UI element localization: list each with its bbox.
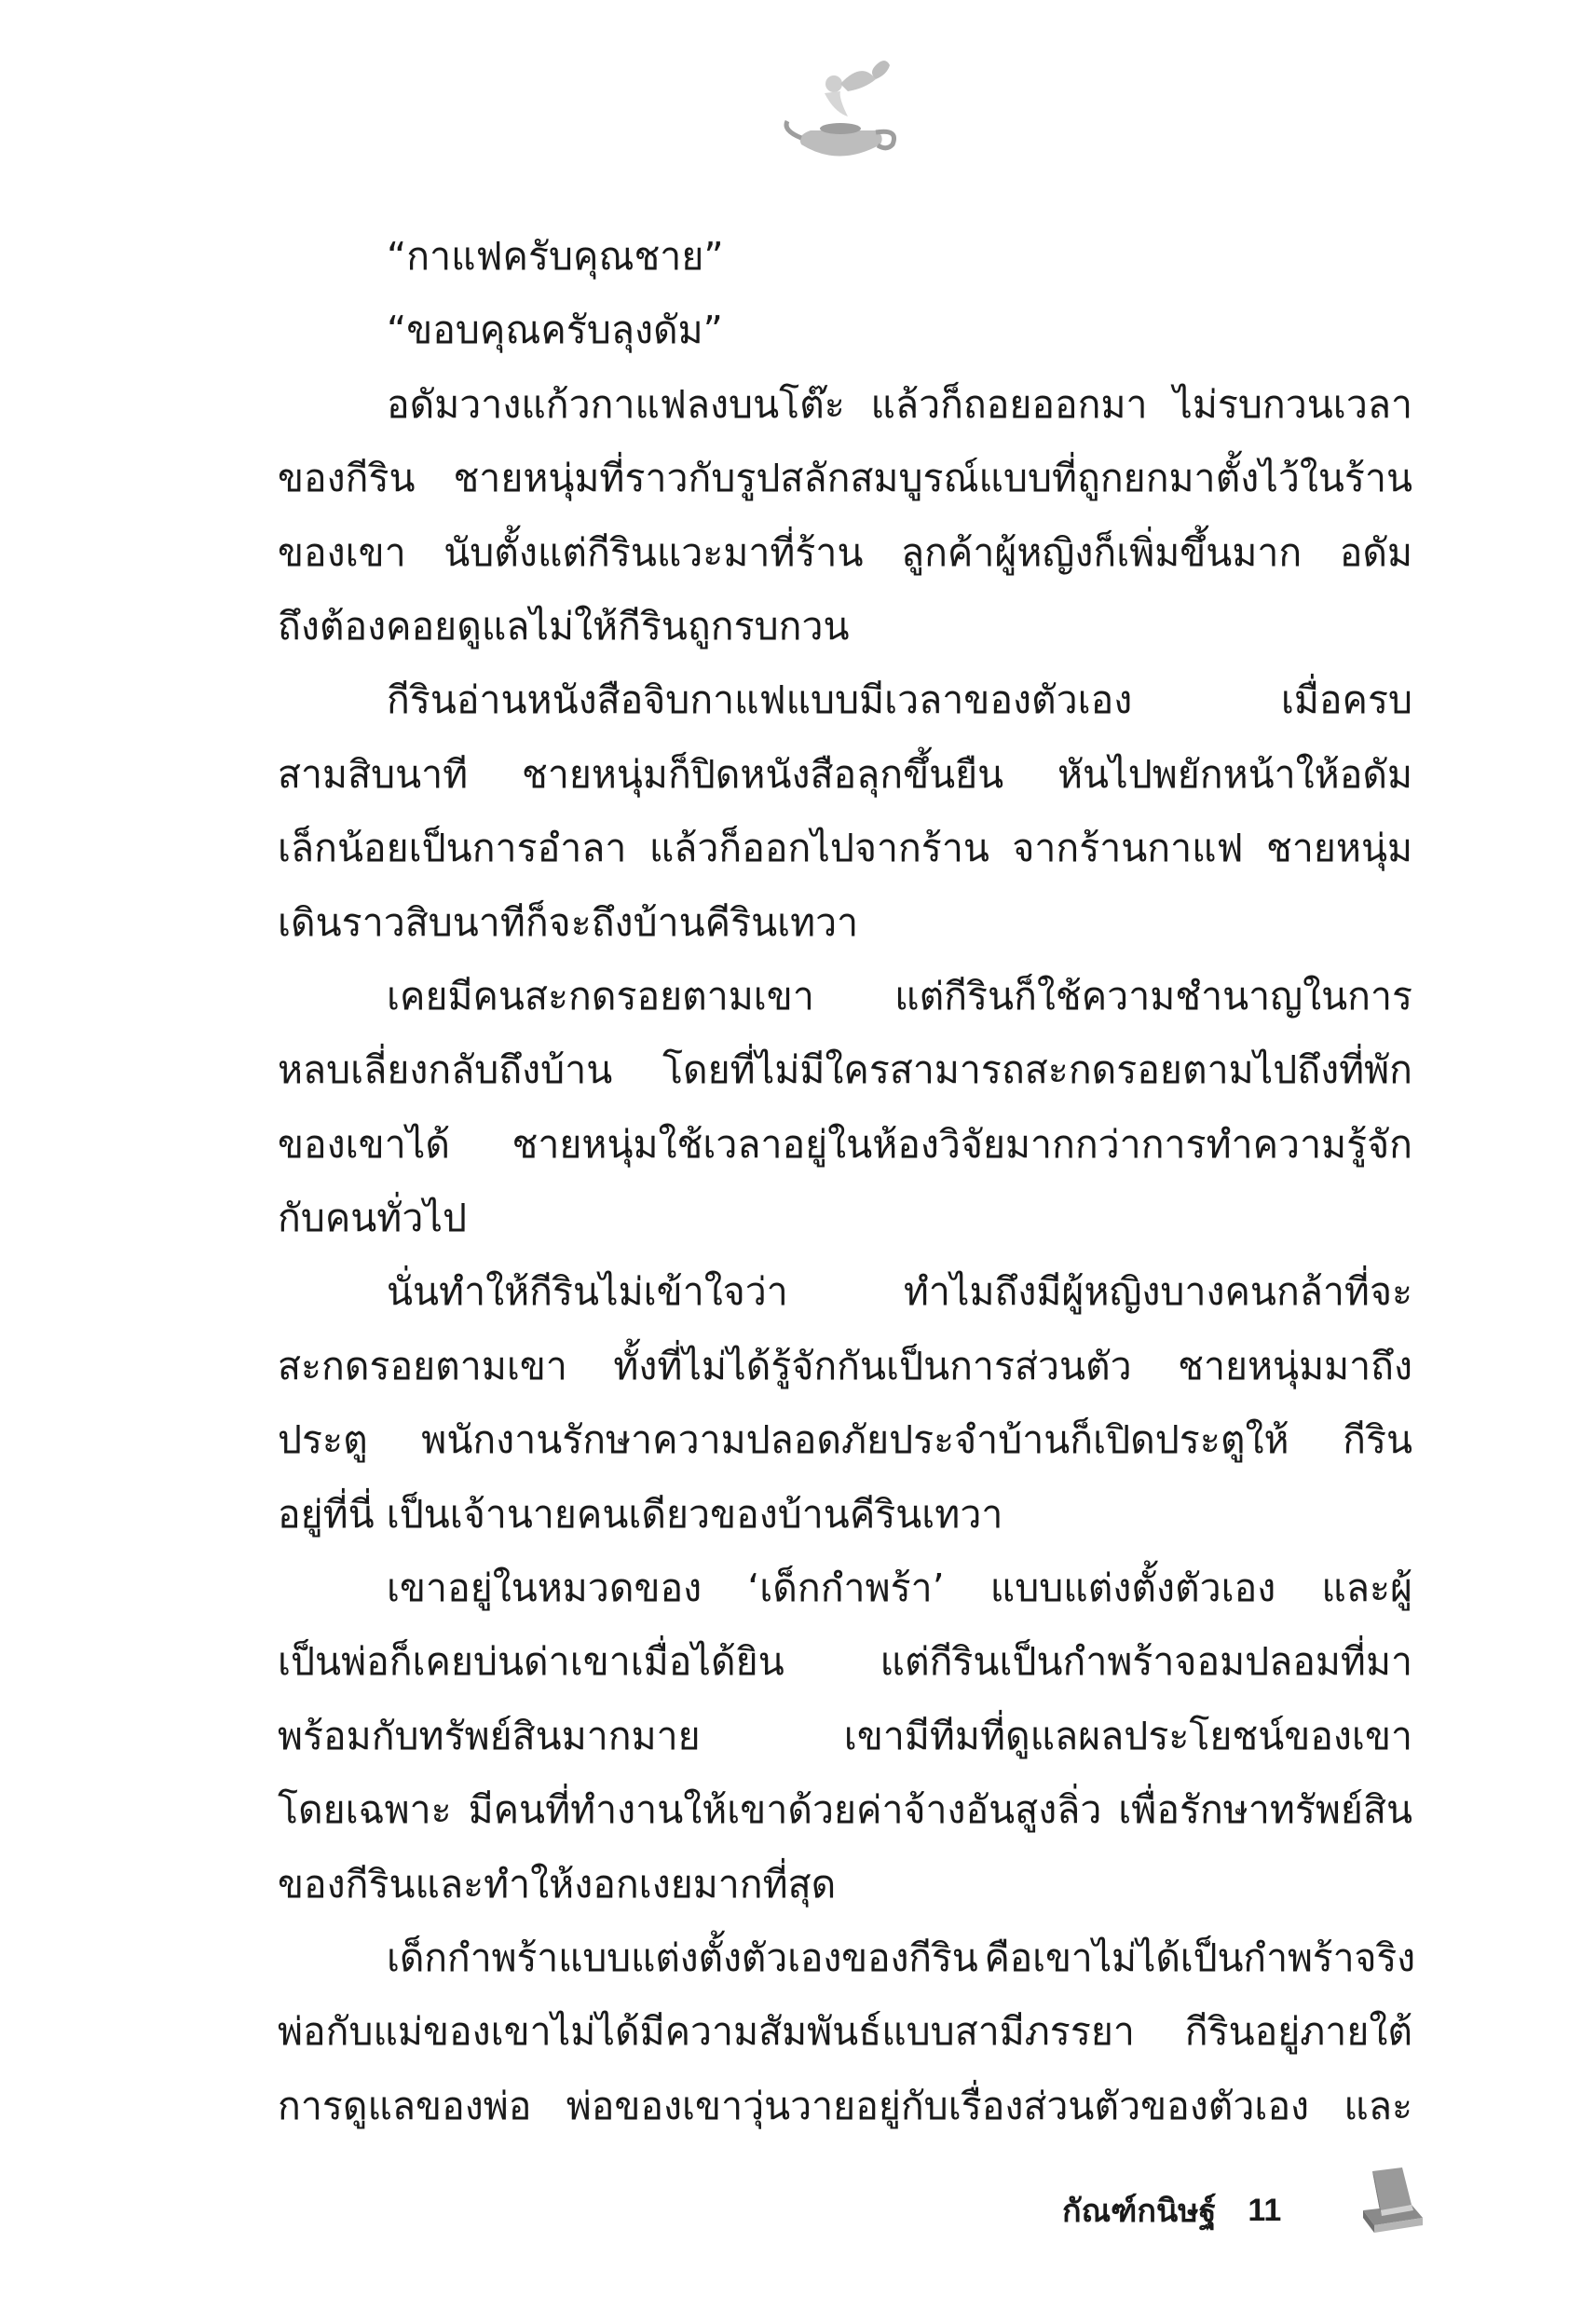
text-line-content: เป็นพ่อก็เคยบ่นด่าเขาเมื่อได้ยิน แต่กีรินเป็นกำพร้าจอมปลอมที่มา <box>278 1639 1412 1685</box>
text-line <box>278 1255 1412 1329</box>
text-line <box>278 1625 1412 1699</box>
text-line <box>278 442 1412 515</box>
text-line-content: ของเขาได้ ชายหนุ่มใช้เวลาอยู่ในห้องวิจัยมากกว่าการทำความรู้จัก <box>278 1121 1412 1167</box>
text-line <box>278 1330 1412 1403</box>
text-line <box>278 886 1412 960</box>
text-line-content: ของกีรินและทำให้งอกเงยมากที่สุด <box>278 1861 837 1907</box>
text-line-content: ของเขา นับตั้งแต่กีรินแวะมาที่ร้าน ลูกค้าผู้หญิงก็เพิ่มขึ้นมาก อดัม <box>278 529 1412 575</box>
text-line <box>278 663 1412 737</box>
text-line-content: เดินราวสิบนาทีก็จะถึงบ้านคีรินเทวา <box>278 899 859 945</box>
page-footer <box>1062 2185 1281 2236</box>
text-line-content: เคยมีคนสะกดรอยตามเขา แต่กีรินก็ใช้ความชำนาญในการ <box>387 973 1412 1019</box>
text-line <box>278 1478 1412 1552</box>
text-line <box>278 1773 1412 1847</box>
books-icon <box>1356 2164 1430 2238</box>
text-line <box>278 1552 1412 1625</box>
text-line <box>278 368 1412 442</box>
text-line-content: พร้อมกับทรัพย์สินมากมาย เขามีทีมที่ดูแลผลประโยชน์ของเขา <box>278 1713 1412 1758</box>
text-line <box>278 960 1412 1033</box>
text-line-content: เขาอยู่ในหมวดของ ‘เด็กกำพร้า’ แบบแต่งตั้งตัวเอง และผู้ <box>387 1566 1412 1611</box>
text-line <box>278 590 1412 663</box>
page-number: 11 <box>1248 2192 1282 2228</box>
text-line-content: กับคนทั่วไป <box>278 1196 467 1241</box>
text-line <box>278 738 1412 812</box>
text-line <box>278 294 1412 367</box>
text-line-content: สามสิบนาที ชายหนุ่มก็ปิดหนังสือลุกขึ้นยืน หันไปพยักหน้าให้อดัม <box>278 751 1412 797</box>
text-line-content: การดูแลของพ่อ พ่อของเขาวุ่นวายอยู่กับเรื่องส่วนตัวของตัวเอง และ <box>278 2083 1412 2128</box>
text-line-content: สะกดรอยตามเขา ทั้งที่ไม่ได้รู้จักกันเป็นการส่วนตัว ชายหนุ่มมาถึง <box>278 1343 1412 1388</box>
text-line-content: ของกีริน ชายหนุ่มที่ราวกับรูปสลักสมบูรณ์แบบที่ถูกยกมาตั้งไว้ในร้าน <box>278 456 1412 501</box>
text-line-content: เด็กกำพร้าแบบแต่งตั้งตัวเองของกีริน คือเขาไม่ได้เป็นกำพร้าจริง <box>387 1935 1415 1980</box>
text-line-content: อยู่ที่นี่ เป็นเจ้านายคนเดียวของบ้านคีรินเทวา <box>278 1491 1003 1537</box>
text-line <box>278 1108 1412 1182</box>
text-line-content: หลบเลี่ยงกลับถึงบ้าน โดยที่ไม่มีใครสามารถสะกดรอยตามไปถึงที่พัก <box>278 1047 1412 1093</box>
text-line <box>278 1995 1412 2069</box>
text-line-content: โดยเฉพาะ มีคนที่ทำงานให้เขาด้วยค่าจ้างอันสูงลิ่ว เพื่อรักษาทรัพย์สิน <box>278 1787 1412 1833</box>
text-line <box>278 2070 1412 2143</box>
text-line-content: ประตู พนักงานรักษาความปลอดภัยประจำบ้านก็เปิดประตูให้ กีริน <box>278 1417 1412 1463</box>
text-line <box>278 516 1412 590</box>
text-line <box>278 1700 1412 1773</box>
text-line <box>278 220 1412 294</box>
text-line <box>278 1033 1412 1107</box>
text-line-content: เล็กน้อยเป็นการอำลา แล้วก็ออกไปจากร้าน จากร้านกาแฟ ชายหนุ่ม <box>278 826 1412 871</box>
book-title: กัณฑ์กนิษฐ์ <box>1062 2193 1217 2230</box>
text-line-content: กีรินอ่านหนังสือจิบกาแฟแบบมีเวลาของตัวเอง เมื่อครบ <box>387 677 1412 723</box>
text-line-content: นั่นทำให้กีรินไม่เข้าใจว่า ทำไมถึงมีผู้หญิงบางคนกล้าที่จะ <box>387 1269 1412 1315</box>
text-line-content: ถึงต้องคอยดูแลไม่ให้กีรินถูกรบกวน <box>278 603 850 649</box>
text-line-content: พ่อกับแม่ของเขาไม่ได้มีความสัมพันธ์แบบสามีภรรยา กีรินอยู่ภายใต้ <box>278 2009 1412 2055</box>
text-line <box>278 1182 1412 1255</box>
text-line-content: “กาแฟครับคุณชาย” <box>387 234 724 279</box>
text-line-content: “ขอบคุณครับลุงดัม” <box>387 308 723 353</box>
text-line-content: อดัมวางแก้วกาแฟลงบนโต๊ะ แล้วก็ถอยออกมา ไม่รบกวนเวลา <box>387 381 1412 427</box>
text-line <box>278 1921 1415 1995</box>
text-line <box>278 1848 1412 1921</box>
body-text <box>278 220 1415 2143</box>
text-line <box>278 1403 1412 1477</box>
text-line <box>278 812 1412 885</box>
cupid-lamp-logo-icon <box>783 56 904 172</box>
